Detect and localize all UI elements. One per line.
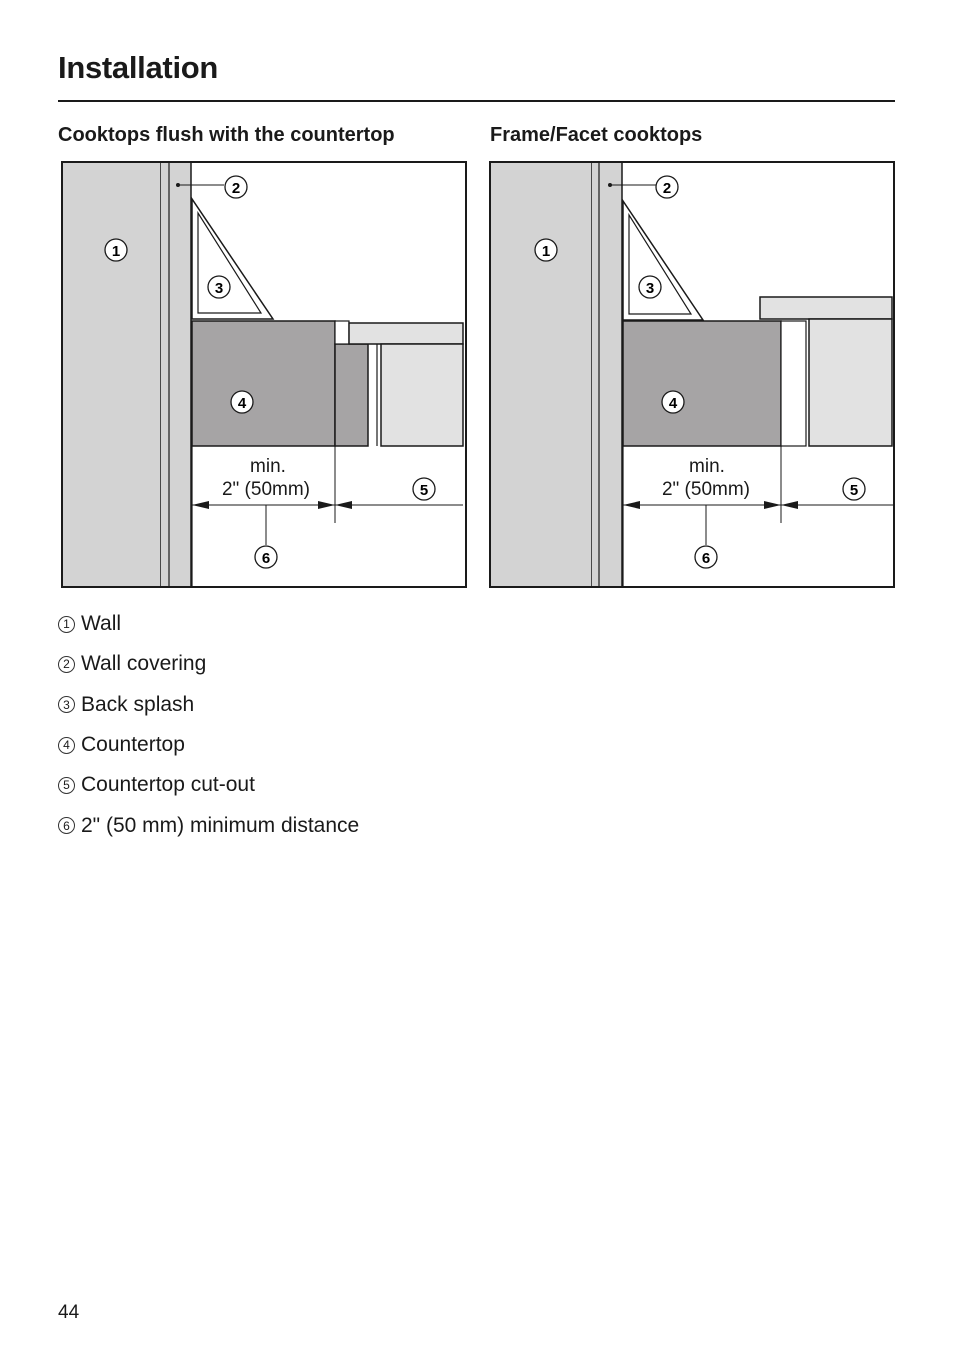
svg-text:5: 5	[419, 482, 429, 499]
flush-cooktop-heading: Cooktops flush with the countertop	[58, 124, 395, 146]
callout-5	[843, 478, 865, 500]
legend-number: 6	[58, 817, 75, 834]
legend-label: Back splash	[81, 692, 195, 716]
callout-2	[225, 176, 247, 198]
legend-item	[58, 765, 359, 805]
callout-1	[105, 239, 127, 261]
legend-number: 3	[58, 696, 75, 713]
wall	[491, 163, 592, 586]
callout-6	[255, 546, 277, 568]
svg-text:5: 5	[849, 482, 859, 499]
countertop	[623, 321, 781, 446]
page-title: Installation	[58, 50, 219, 85]
svg-text:1: 1	[541, 243, 551, 260]
callout-5	[413, 478, 435, 500]
legend-item	[58, 805, 359, 845]
cooktop-body	[381, 344, 463, 446]
legend-number: 4	[58, 737, 75, 754]
page-number: 44	[58, 1302, 80, 1323]
svg-text:4: 4	[237, 395, 247, 412]
svg-text:3: 3	[645, 280, 655, 297]
min-label: min.	[689, 456, 725, 477]
cooktop-top	[349, 323, 463, 344]
svg-text:6: 6	[701, 550, 711, 567]
cooktop-body	[809, 319, 892, 446]
wall-covering	[592, 163, 622, 586]
wall	[63, 163, 161, 586]
distance-label: 2" (50mm)	[661, 479, 751, 500]
legend-list	[58, 604, 359, 846]
legend-label: Wall	[81, 612, 122, 636]
wall-covering	[161, 163, 191, 586]
legend-label: Countertop cut-out	[81, 773, 255, 797]
callout-2	[656, 176, 678, 198]
svg-text:6: 6	[261, 550, 271, 567]
callout-3	[208, 276, 230, 298]
legend-item	[58, 685, 359, 725]
legend-item	[58, 604, 359, 644]
legend-number: 5	[58, 777, 75, 794]
legend-number: 1	[58, 616, 75, 633]
svg-text:4: 4	[668, 395, 678, 412]
callout-1	[535, 239, 557, 261]
svg-text:1: 1	[111, 243, 121, 260]
countertop	[192, 321, 335, 446]
title-rule	[58, 100, 895, 102]
min-label: min.	[250, 456, 286, 477]
svg-text:2: 2	[231, 180, 241, 197]
legend-item	[58, 725, 359, 765]
callout-3	[639, 276, 661, 298]
legend-label: 2" (50 mm) minimum distance	[81, 813, 360, 837]
legend-item	[58, 644, 359, 684]
callout-4	[231, 391, 253, 413]
distance-label: 2" (50mm)	[221, 479, 311, 500]
legend-label: Countertop	[81, 733, 185, 757]
svg-text:2: 2	[662, 180, 672, 197]
frame-installation-diagram	[489, 161, 895, 588]
svg-text:3: 3	[214, 280, 224, 297]
callout-6	[695, 546, 717, 568]
flush-installation-diagram	[61, 161, 467, 588]
frame-cooktop-heading: Frame/Facet cooktops	[490, 124, 703, 146]
legend-number: 2	[58, 656, 75, 673]
legend-label: Wall covering	[81, 652, 207, 676]
callout-4	[662, 391, 684, 413]
cooktop-frame	[760, 297, 892, 319]
